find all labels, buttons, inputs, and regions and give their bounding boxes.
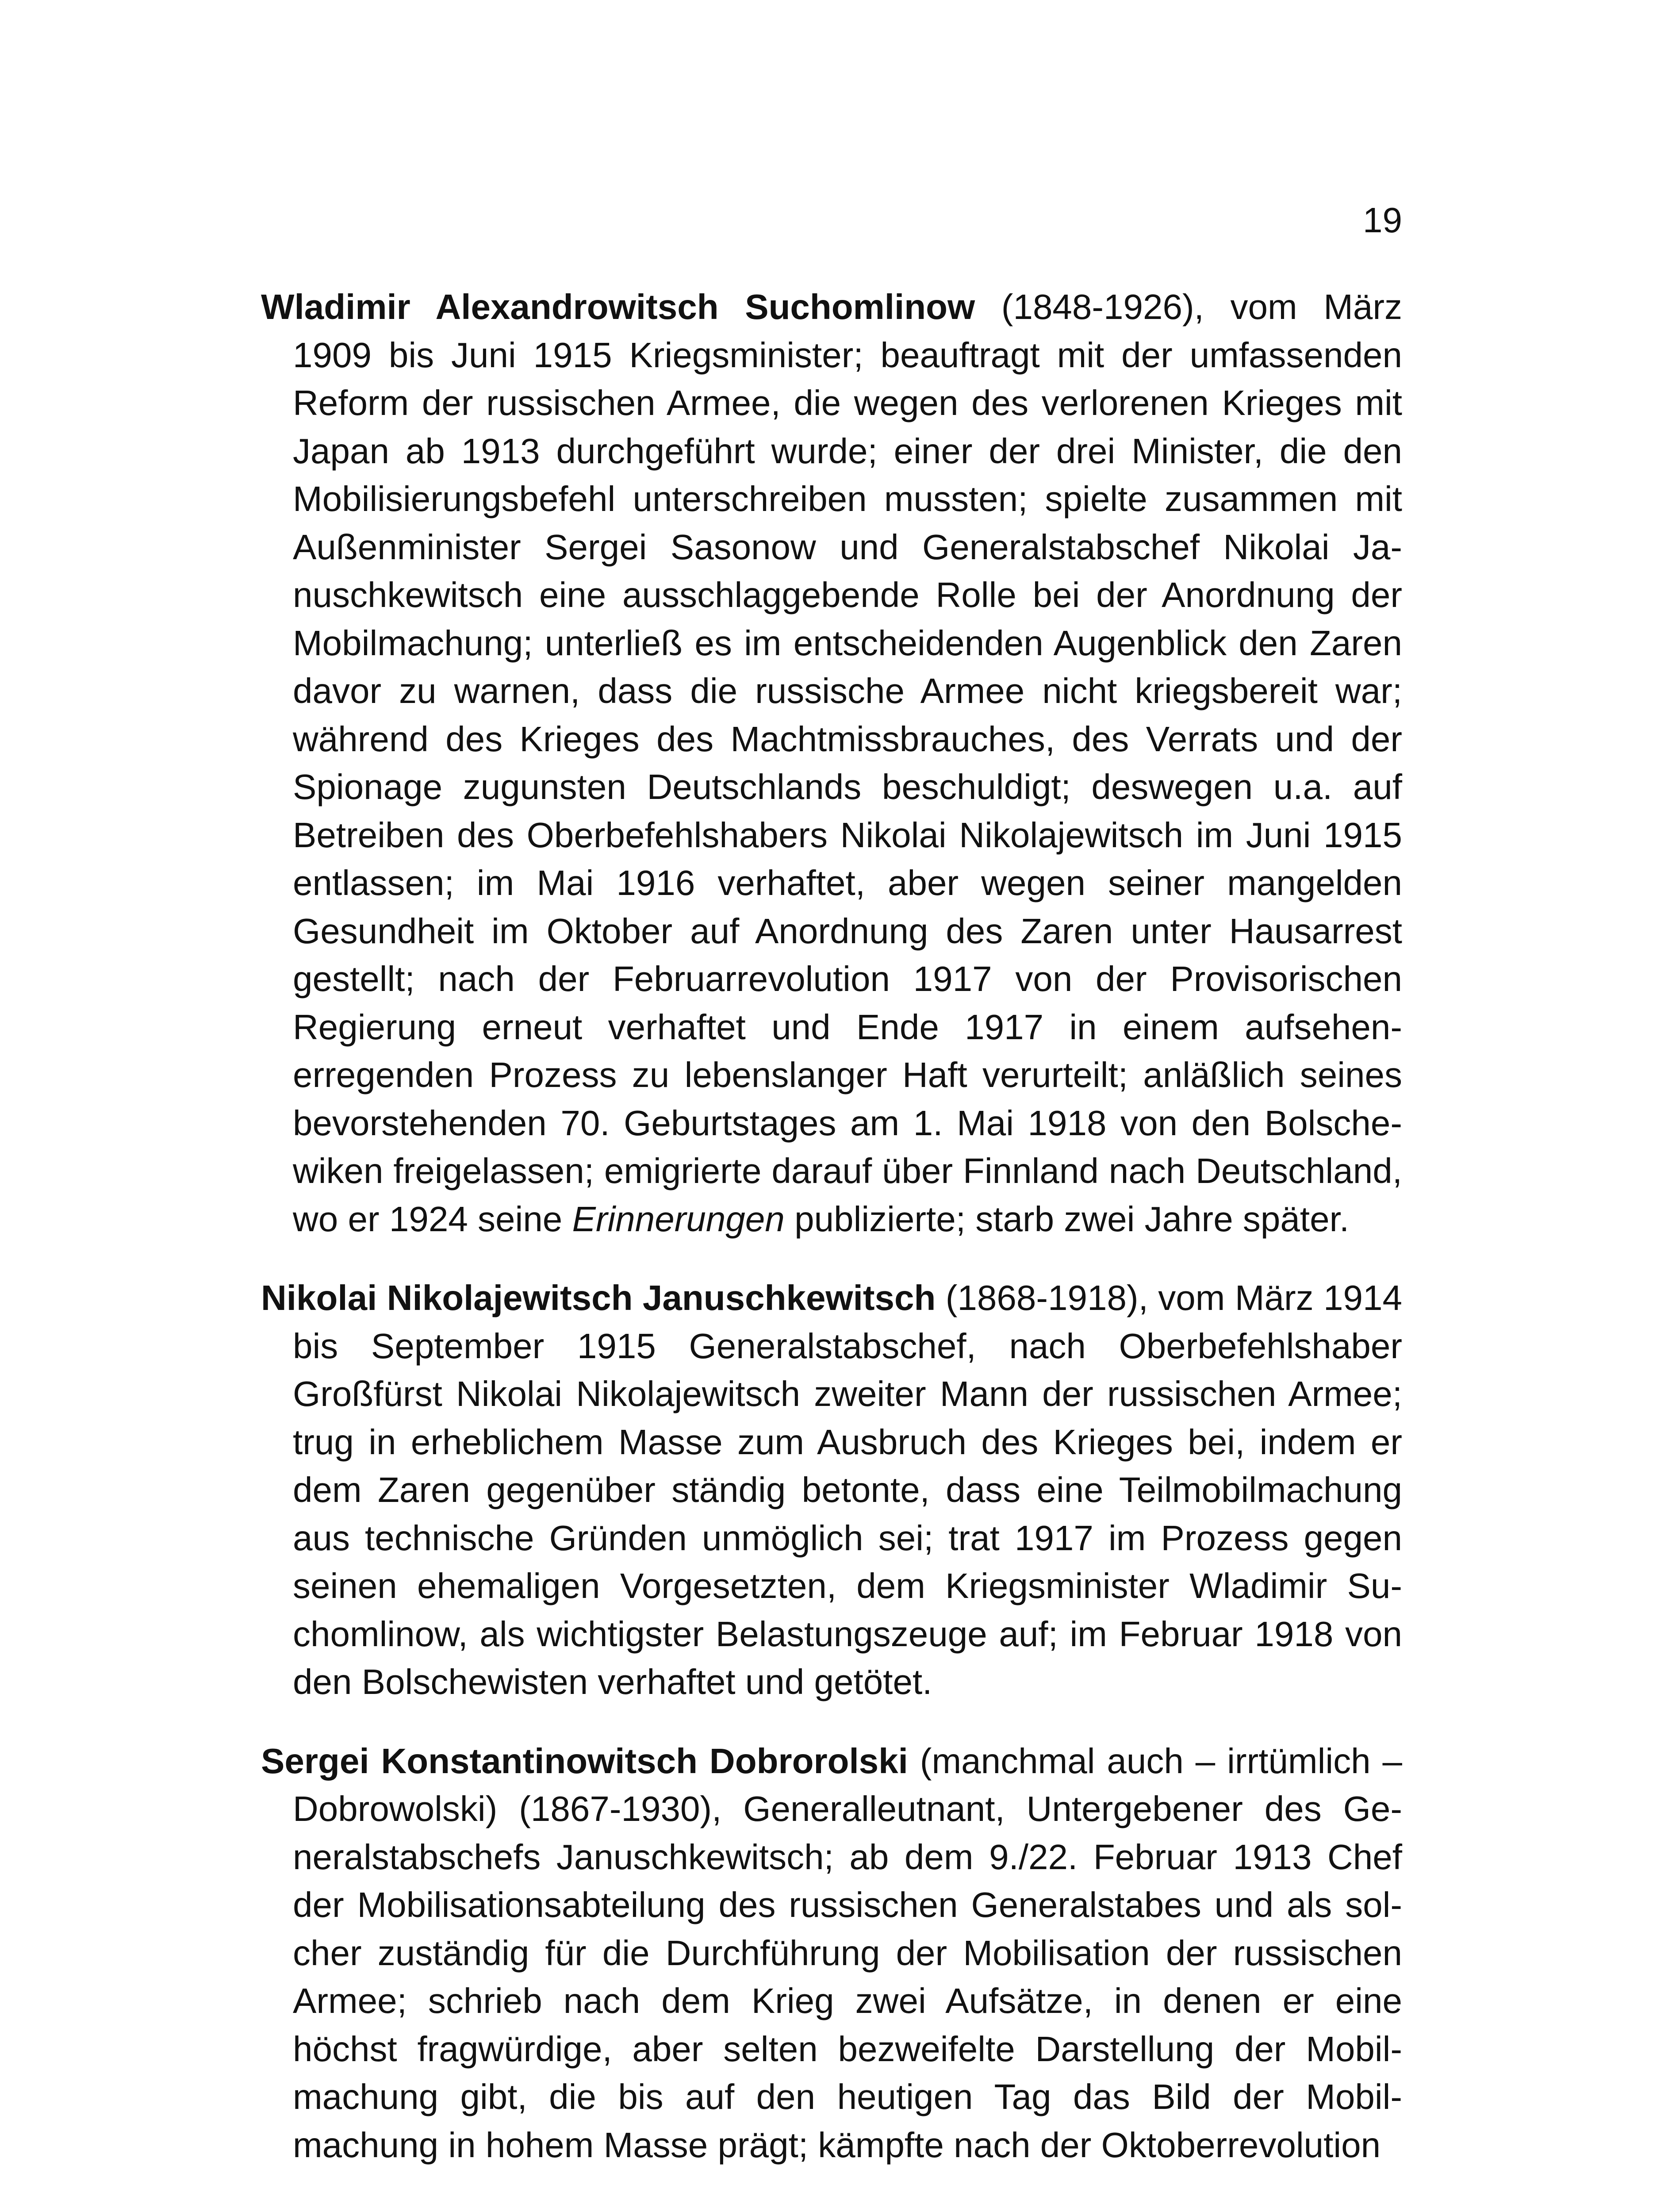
page-number: 19 (1363, 200, 1402, 240)
biography-entry-dobrorolski (261, 1737, 1402, 2170)
biography-entry-januschkewitsch (261, 1274, 1402, 1706)
entry-text: (1848-1926), vom März 1909 bis Juni 1915 Kriegsminister; beauftragt mit der umfassenden Reform der russischen Armee, die wegen des verlorenen Krieges mit Japan ab 1913 durchgeführt wurde; einer der drei Minister, die den Mobilisierungsbefehl unterschreiben mussten; spielte zusammen mit Außenminister Sergei Sasonow und Generalstabschef Nikolai Januschkewitsch eine ausschlaggebende Rolle bei der Anordnung der Mobilmachung; unterließ es im entscheidenden Augenblick den Zaren davor zu warnen, dass die russische Armee nicht kriegsbereit war; während des Krieges des Machtmissbrauches, des Verrats und der Spionage zugunsten Deutschlands beschuldigt; deswegen u.a. auf Betreiben des Oberbefehlshabers Nikolai Nikolajewitsch im Juni 1915 entlassen; im Mai 1916 verhaftet, aber wegen seiner mangelden Gesundheit im Oktober auf Anordnung des Zaren unter Hausarrest gestellt; nach der Februarrevolution 1917 von der Provisorischen Regierung erneut verhaftet und Ende 1917 in einem aufsehenerregenden Prozess zu lebenslanger Haft verurteilt; anläßlich seines bevorstehenden 70. Geburtstages am 1. Mai 1918 von den Bolschewiken freigelassen; emigrierte darauf über Finnland nach Deutschland, wo er 1924 seine (293, 287, 1402, 1239)
biography-entry-suchomlinow (261, 283, 1402, 1243)
entry-text-end: publizierte; starb zwei Jahre später. (784, 1199, 1350, 1239)
entry-text: (manchmal auch – irrtümlich – Dobrowolski) (1867-1930), Generalleutnant, Untergebener des Generalstabschefs Januschkewitsch; ab dem 9./22. Februar 1913 Chef der Mobilisationsabteilung des russischen Generalstabes und als solcher zuständig für die Durchführung der Mobilisation der russischen Armee; schrieb nach dem Krieg zwei Aufsätze, in denen er eine höchst fragwürdige, aber selten bezweifelte Darstellung der Mobilmachung gibt, die bis auf den heutigen Tag das Bild der Mobilmachung in hohem Masse prägt; kämpfte nach der Oktoberrevolution (293, 1741, 1403, 2165)
biography-list (261, 283, 1402, 2200)
entry-text: (1868-1918), vom März 1914 bis September 1915 Generalstabschef, nach Oberbefehlshaber Großfürst Nikolai Nikolajewitsch zweiter Mann der russischen Armee; trug in erheblichem Masse zum Ausbruch des Krieges bei, indem er dem Zaren gegenüber ständig betonte, dass eine Teilmobilmachung aus technische Gründen unmöglich sei; trat 1917 im Prozess gegen seinen ehemaligen Vorgesetzten, dem Kriegsminister Wladimir Suchomlinow, als wichtigster Belastungszeuge auf; im Februar 1918 von den Bolschewisten verhaftet und getötet. (293, 1278, 1402, 1701)
entry-book-title: Erinnerungen (572, 1199, 785, 1239)
entry-name: Wladimir Alexandrowitsch Suchomlinow (261, 287, 975, 326)
entry-name: Nikolai Nikolajewitsch Januschkewitsch (261, 1278, 936, 1317)
entry-name: Sergei Konstantinowitsch Dobrorolski (261, 1741, 908, 1781)
